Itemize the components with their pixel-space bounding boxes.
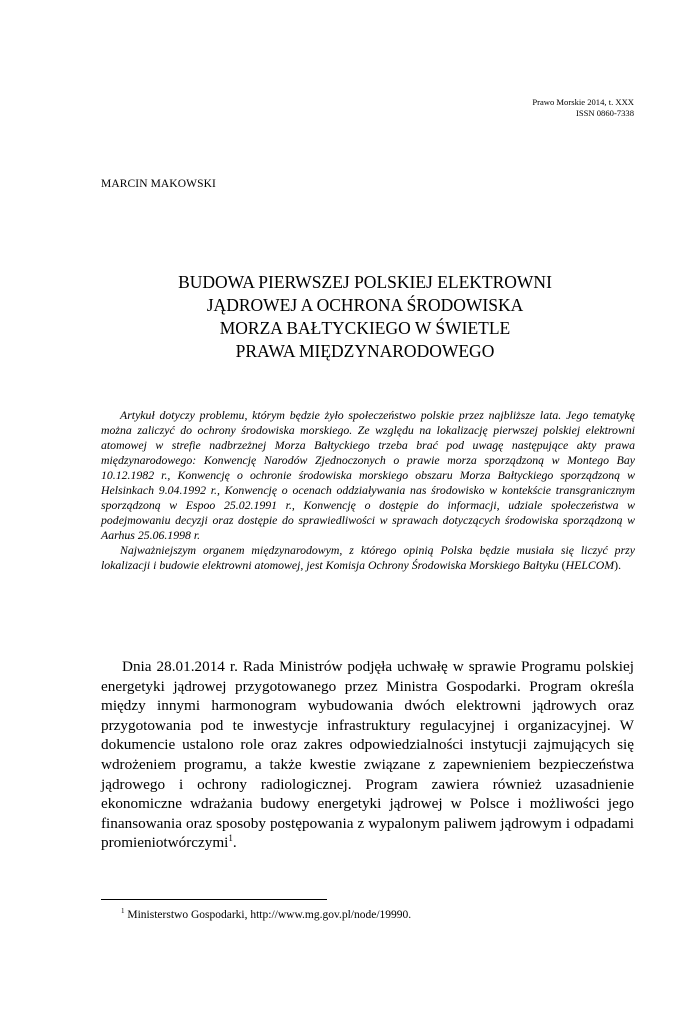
paren-open: ( xyxy=(558,558,566,572)
body-paragraph xyxy=(101,657,634,853)
title-line: BUDOWA PIERWSZEJ POLSKIEJ ELEKTROWNI xyxy=(178,272,552,292)
title-line: PRAWA MIĘDZYNARODOWEGO xyxy=(235,341,495,361)
footnote-number: 1 xyxy=(121,907,125,916)
issn-number: ISSN 0860-7338 xyxy=(575,108,634,118)
body-text xyxy=(101,657,634,853)
abstract-paragraph xyxy=(101,543,635,573)
helcom-acronym: HELCOM xyxy=(565,558,615,572)
author-name: MARCIN MAKOWSKI xyxy=(101,178,216,190)
title-line: JĄDROWEJ A OCHRONA ŚRODOWISKA xyxy=(206,295,524,315)
title-line: MORZA BAŁTYCKIEGO W ŚWIETLE xyxy=(219,318,511,338)
paren-close: ). xyxy=(614,558,622,572)
abstract-paragraph: Artykuł dotyczy problemu, którym będzie żyło społeczeństwo polskie przez najbliższe lata. Jego tematykę można zaliczyć do ochrony środowiska morskiego. Ze względu na lokalizację pierwszej polskiej elektrowni atomowej w strefie nadbrzeżnej Morza Bałtyckiego trzeba brać pod uwagę następujące akty prawa międzynarodowego: Konwencję Narodów Zjednoczonych o prawie morza sporządzoną w Montego Bay 10.12.1982 r., Konwencję o ochronie środowiska morskiego obszaru Morza Bałtyckiego sporządzoną w Helsinkach 9.04.1992 r., Konwencję o ocenach oddziaływania nas środowisko w kontekście transgranicznym sporządzoną w Espoo 25.02.1991 r., Konwencję o dostępie do informacji, udziale społeczeństwa w podejmowaniu decyzji oraz dostępie do sprawiedliwości w sprawach dotyczących środowiska sporządzoną w Aarhus 25.06.1998 r. xyxy=(101,408,635,542)
footnote xyxy=(121,908,411,922)
footnote-divider xyxy=(101,899,327,900)
footnote-reference[interactable]: 1 xyxy=(228,833,233,844)
abstract xyxy=(101,408,635,573)
journal-citation: Prawo Morskie 2014, t. XXX xyxy=(532,97,634,107)
body-paragraph-text: Dnia 28.01.2014 r. Rada Ministrów podjęła uchwałę w sprawie Programu polskiej energetyki jądrowej przygotowanego przez Ministra Gospodarki. Program określa między innymi harmonogram wybudowania dwóch elektrowni jądrowych oraz przygotowania pod te inwestycje infrastruktury regulacyjnej i organizacyjnej. W dokumencie ustalono role oraz zakres odpowiedzialności instytucji zajmujących się wdrożeniem programu, a także kwestie związane z zapewnieniem bezpieczeństwa jądrowego i ochrony radiologicznej. Program zawiera również uzasadnienie ekonomiczne wdrażania budowy energetyki jądrowej w Polsce i możliwości jego finansowania oraz sposoby postępowania z wypalonym paliwem jądrowym i odpadami promieniotwórczymi xyxy=(101,658,634,852)
body-paragraph-end: . xyxy=(232,834,237,852)
journal-header xyxy=(532,97,634,119)
article-title xyxy=(100,271,630,363)
abstract-paragraph-text: Najważniejszym organem międzynarodowym, z którego opinią Polska będzie musiała się liczyć przy lokalizacji i budowie elektrowni atomowej, jest Komisja Ochrony Środowiska Morskiego Bałtyku xyxy=(101,543,635,572)
footnote-text: Ministerstwo Gospodarki, http://www.mg.gov.pl/node/19990. xyxy=(124,909,412,921)
